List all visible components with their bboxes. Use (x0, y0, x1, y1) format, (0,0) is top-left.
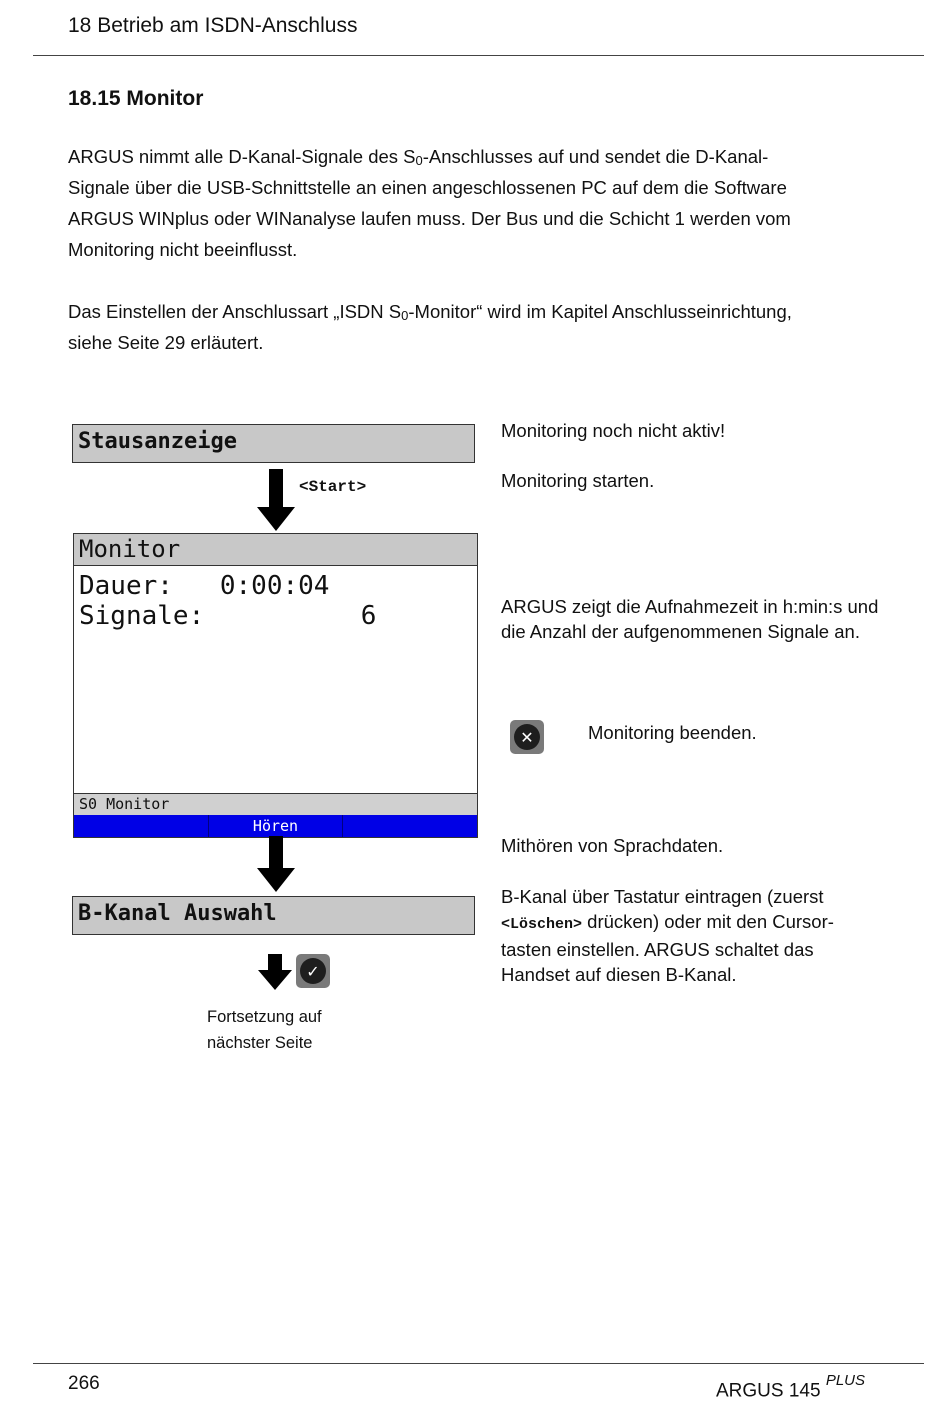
duration-line: Dauer: 0:00:04 (79, 571, 330, 601)
note-start: Monitoring starten. (501, 470, 655, 491)
intro-paragraph: ARGUS nimmt alle D-Kanal-Signale des $S_0$-Anschlusses auf und sendet die D-Kanal- Signale über die USB-Schnittstelle an einen angeschlossenen PC auf dem die Software ARGUS WINplus oder WINanalyse laufen muss. Der Bus und die Schicht 1 werden vom Monitoring nicht beeinflusst. (68, 146, 791, 260)
softkey-hoeren[interactable]: Hören (209, 815, 344, 837)
status-display-bar: Stausanzeige (72, 424, 475, 463)
down-arrow-icon (258, 954, 292, 990)
section-title: 18.15 Monitor (68, 87, 204, 110)
note-not-active: Monitoring noch nicht aktiv! (501, 420, 726, 441)
monitor-screen-title: Monitor (74, 534, 477, 566)
bkanal-selection-bar: B-Kanal Auswahl (72, 896, 475, 935)
signals-line: Signale: 6 (79, 601, 377, 631)
footer-rule (33, 1363, 924, 1364)
monitor-status-line: S0 Monitor (74, 793, 477, 815)
setup-paragraph: Das Einstellen der Anschlussart „ISDN $S_0-Monitor“$ wird im Kapitel Anschlusseinrichtung, siehe Seite 29 erläutert. (68, 301, 792, 353)
continue-caption: Fortsetzung auf nächster Seite (207, 1008, 322, 1052)
note-stop: Monitoring beenden. (588, 722, 757, 743)
note-bkanal: B-Kanal über Tastatur eintragen (zuerst <Löschen> drücken) oder mit den Cursor- tasten einstellen. ARGUS schaltet das Handset auf diesen B-Kanal. (501, 886, 834, 985)
cancel-key-icon: ✕ (510, 720, 544, 754)
softkey-1[interactable] (74, 815, 209, 837)
monitor-screen (73, 533, 478, 838)
chapter-header: 18 Betrieb am ISDN-Anschluss (68, 14, 358, 37)
softkey-3[interactable] (343, 815, 477, 837)
ok-key-icon: ✓ (296, 954, 330, 988)
note-listen: Mithören von Sprachdaten. (501, 835, 724, 856)
softkey-bar (74, 815, 477, 837)
down-arrow-icon (257, 469, 295, 533)
down-arrow-icon (257, 836, 295, 894)
header-rule (33, 55, 924, 56)
note-recording-time: ARGUS zeigt die Aufnahmezeit in h:min:s und die Anzahl der aufgenommenen Signale an. (501, 596, 879, 642)
page-number: 266 (68, 1373, 100, 1394)
product-name: ARGUS 145 $^{PLUS}$ (716, 1372, 866, 1402)
start-key-label: <Start> (299, 478, 367, 496)
